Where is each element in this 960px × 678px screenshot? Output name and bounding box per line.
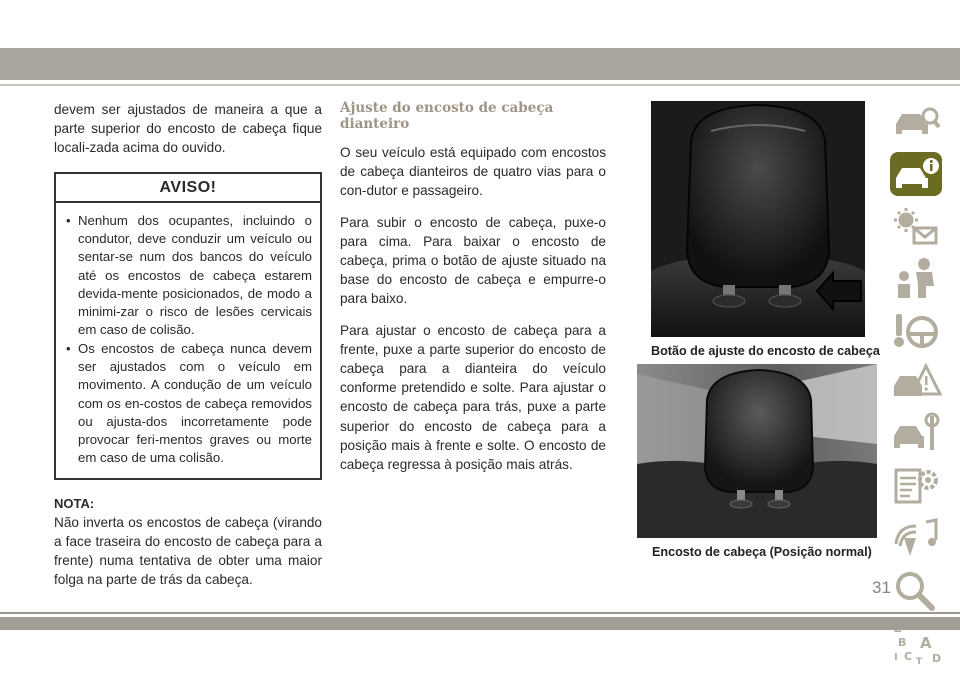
multimedia-icon [896, 520, 936, 556]
note-paragraph: Não inverta os encostos de cabeça (virando a face traseira do encosto de cabeça para a frente) numa tentativa de obter uma maior folga na parte de trás da cabeça. [54, 514, 322, 588]
tab-specifications[interactable] [890, 464, 942, 508]
alphabet-letter: D [932, 652, 942, 664]
alphabet-letter: B [898, 636, 907, 649]
left-column [54, 100, 322, 602]
figure-caption: Encosto de cabeça (Posição normal) [652, 545, 872, 559]
specifications-gear-icon [896, 470, 936, 502]
warning-title: AVISO! [56, 174, 320, 203]
warning-item: • Nenhum dos ocupantes, incluindo o condutor, deve conduzir um veículo ou sentar-se num dos bancos do veículo até os encostos de cabeça estarem devida-mente posicionados, de modo a minimi-zar o risco de lesões cervicais em caso de colisão. [64, 212, 312, 340]
alphabet-letter: C [904, 650, 913, 663]
car-service-tools-icon [894, 414, 938, 450]
right-column [340, 100, 606, 486]
starting-driving-icon [894, 314, 936, 347]
emergency-triangle-icon [894, 366, 940, 396]
tab-emergency[interactable] [890, 360, 942, 404]
alphabet-letter: A [920, 634, 932, 652]
headrest-button-photo [651, 101, 865, 337]
tab-search-index[interactable] [890, 568, 942, 612]
alphabet-letter: T [916, 657, 923, 664]
body-paragraph: O seu veículo está equipado com encostos de cabeça dianteiros de quatro vias para o con-dutor e passageiro. [340, 145, 606, 199]
tab-starting-driving[interactable] [890, 308, 942, 352]
car-inspection-icon [896, 109, 939, 134]
warning-box [54, 172, 322, 480]
intro-paragraph: devem ser ajustados de maneira a que a parte superior do encosto de cabeça fique locali-zada acima do ouvido. [54, 102, 322, 156]
tab-safety[interactable] [890, 256, 942, 300]
section-heading: Ajuste do encosto de cabeça dianteiro [340, 100, 554, 132]
body-paragraph: Para subir o encosto de cabeça, puxe-o para cima. Para baixar o encosto de cabeça, prima o botão de ajuste situado na base do encosto de cabeça e empurre-o para baixo. [340, 214, 606, 307]
warning-item: • Os encostos de cabeça nunca devem ser ajustados com o veículo em movimento. A condução de um veículo com os en-costos de cabeça removidos ou ajusta-dos incorretamente pode provocar feri-mentos graves ou morte em caso de uma colisão. [64, 340, 312, 468]
footer-rule [0, 612, 960, 614]
note-label: NOTA: [54, 495, 95, 511]
chapter-tabs [890, 100, 942, 672]
airbag-child-safety-icon [898, 258, 934, 298]
page-number: 31 [872, 578, 891, 597]
tab-multimedia[interactable] [890, 516, 942, 560]
headrest-normal-photo [637, 364, 877, 538]
tab-servicing[interactable] [890, 412, 942, 456]
alphabet-letter: I [894, 652, 898, 663]
footer-band [0, 617, 960, 630]
header-rule [0, 84, 960, 86]
figure-caption: Botão de ajuste do encosto de cabeça [651, 344, 880, 358]
search-index-icon [898, 574, 932, 608]
body-paragraph: Para ajustar o encosto de cabeça para a frente, puxe a parte superior do encosto de cabeça para a dianteira do veículo conforme pretendido e solte. Para ajustar o encosto de cabeça para trás, puxe a parte superior do encosto de cabeça para a posição mais à frente e solte. O encosto de cabeça regressa à posição mais atrás. [340, 322, 606, 473]
warning-light-message-icon [894, 208, 936, 243]
warning-list [56, 203, 320, 478]
tab-vehicle-info[interactable] [890, 152, 942, 196]
tab-vehicle-inspection[interactable] [890, 100, 942, 144]
tab-warning-lights[interactable] [890, 204, 942, 248]
header-band [0, 48, 960, 80]
